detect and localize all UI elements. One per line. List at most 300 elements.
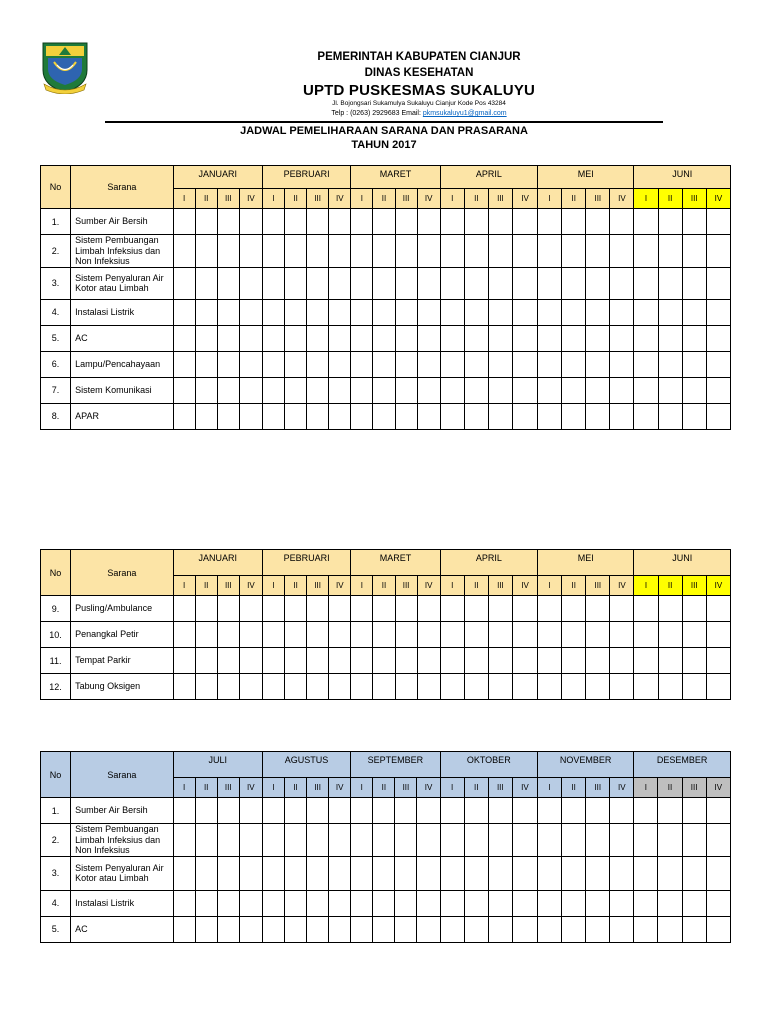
schedule-cell[interactable] (562, 622, 586, 648)
schedule-cell[interactable] (658, 325, 682, 351)
schedule-cell[interactable] (262, 648, 284, 674)
schedule-cell[interactable] (395, 622, 417, 648)
schedule-cell[interactable] (373, 622, 395, 648)
schedule-cell[interactable] (417, 325, 440, 351)
schedule-cell[interactable] (610, 267, 634, 299)
schedule-cell[interactable] (538, 325, 562, 351)
schedule-cell[interactable] (373, 648, 395, 674)
schedule-cell[interactable] (682, 648, 706, 674)
schedule-cell[interactable] (284, 824, 306, 857)
schedule-cell[interactable] (658, 622, 682, 648)
schedule-cell[interactable] (634, 299, 658, 325)
schedule-cell[interactable] (239, 674, 262, 700)
schedule-cell[interactable] (417, 622, 440, 648)
schedule-cell[interactable] (417, 798, 440, 824)
schedule-cell[interactable] (173, 674, 195, 700)
schedule-cell[interactable] (373, 267, 395, 299)
schedule-cell[interactable] (464, 916, 488, 942)
schedule-cell[interactable] (262, 856, 284, 890)
schedule-cell[interactable] (538, 622, 562, 648)
schedule-cell[interactable] (562, 403, 586, 429)
schedule-cell[interactable] (173, 325, 195, 351)
schedule-cell[interactable] (351, 235, 373, 268)
schedule-cell[interactable] (586, 916, 610, 942)
schedule-cell[interactable] (417, 377, 440, 403)
schedule-cell[interactable] (262, 351, 284, 377)
schedule-cell[interactable] (329, 325, 351, 351)
schedule-cell[interactable] (440, 856, 464, 890)
schedule-cell[interactable] (610, 377, 634, 403)
schedule-cell[interactable] (512, 235, 537, 268)
schedule-cell[interactable] (285, 674, 307, 700)
schedule-cell[interactable] (440, 325, 464, 351)
schedule-cell[interactable] (610, 351, 634, 377)
schedule-cell[interactable] (440, 403, 464, 429)
schedule-cell[interactable] (562, 648, 586, 674)
schedule-cell[interactable] (351, 325, 373, 351)
schedule-cell[interactable] (329, 403, 351, 429)
schedule-cell[interactable] (634, 267, 658, 299)
schedule-cell[interactable] (512, 209, 537, 235)
schedule-cell[interactable] (395, 377, 417, 403)
schedule-cell[interactable] (195, 824, 217, 857)
schedule-cell[interactable] (464, 890, 488, 916)
schedule-cell[interactable] (285, 235, 307, 268)
schedule-cell[interactable] (488, 267, 512, 299)
schedule-cell[interactable] (512, 299, 537, 325)
schedule-cell[interactable] (285, 596, 307, 622)
schedule-cell[interactable] (586, 648, 610, 674)
schedule-cell[interactable] (284, 916, 306, 942)
schedule-cell[interactable] (586, 351, 610, 377)
schedule-cell[interactable] (307, 824, 329, 857)
schedule-cell[interactable] (195, 299, 217, 325)
schedule-cell[interactable] (464, 622, 488, 648)
schedule-cell[interactable] (658, 648, 682, 674)
schedule-cell[interactable] (329, 890, 351, 916)
schedule-cell[interactable] (562, 325, 586, 351)
schedule-cell[interactable] (351, 798, 373, 824)
schedule-cell[interactable] (395, 856, 417, 890)
schedule-cell[interactable] (217, 325, 239, 351)
schedule-cell[interactable] (373, 916, 395, 942)
schedule-cell[interactable] (610, 856, 634, 890)
schedule-cell[interactable] (239, 235, 262, 268)
schedule-cell[interactable] (262, 890, 284, 916)
schedule-cell[interactable] (512, 596, 537, 622)
schedule-cell[interactable] (537, 856, 561, 890)
schedule-cell[interactable] (395, 267, 417, 299)
schedule-cell[interactable] (351, 299, 373, 325)
schedule-cell[interactable] (658, 377, 682, 403)
schedule-cell[interactable] (634, 403, 658, 429)
schedule-cell[interactable] (329, 674, 351, 700)
schedule-cell[interactable] (284, 856, 306, 890)
schedule-cell[interactable] (329, 648, 351, 674)
schedule-cell[interactable] (658, 824, 682, 857)
schedule-cell[interactable] (538, 674, 562, 700)
schedule-cell[interactable] (488, 824, 512, 857)
schedule-cell[interactable] (217, 648, 239, 674)
schedule-cell[interactable] (351, 916, 373, 942)
schedule-cell[interactable] (329, 377, 351, 403)
schedule-cell[interactable] (682, 622, 706, 648)
schedule-cell[interactable] (562, 824, 586, 857)
schedule-cell[interactable] (307, 622, 329, 648)
schedule-cell[interactable] (395, 299, 417, 325)
schedule-cell[interactable] (706, 209, 730, 235)
schedule-cell[interactable] (538, 267, 562, 299)
schedule-cell[interactable] (512, 648, 537, 674)
schedule-cell[interactable] (217, 824, 239, 857)
schedule-cell[interactable] (307, 403, 329, 429)
schedule-cell[interactable] (173, 403, 195, 429)
schedule-cell[interactable] (307, 351, 329, 377)
schedule-cell[interactable] (173, 596, 195, 622)
schedule-cell[interactable] (417, 403, 440, 429)
schedule-cell[interactable] (307, 377, 329, 403)
schedule-cell[interactable] (706, 267, 730, 299)
schedule-cell[interactable] (217, 235, 239, 268)
schedule-cell[interactable] (173, 377, 195, 403)
schedule-cell[interactable] (682, 674, 706, 700)
schedule-cell[interactable] (173, 798, 195, 824)
schedule-cell[interactable] (262, 916, 284, 942)
schedule-cell[interactable] (285, 648, 307, 674)
schedule-cell[interactable] (488, 209, 512, 235)
schedule-cell[interactable] (610, 890, 634, 916)
schedule-cell[interactable] (464, 267, 488, 299)
schedule-cell[interactable] (195, 596, 217, 622)
schedule-cell[interactable] (586, 209, 610, 235)
schedule-cell[interactable] (440, 916, 464, 942)
schedule-cell[interactable] (682, 890, 706, 916)
schedule-cell[interactable] (658, 267, 682, 299)
schedule-cell[interactable] (512, 351, 537, 377)
schedule-cell[interactable] (658, 916, 682, 942)
schedule-cell[interactable] (464, 235, 488, 268)
schedule-cell[interactable] (610, 235, 634, 268)
schedule-cell[interactable] (217, 209, 239, 235)
schedule-cell[interactable] (417, 856, 440, 890)
schedule-cell[interactable] (239, 209, 262, 235)
schedule-cell[interactable] (586, 267, 610, 299)
schedule-cell[interactable] (634, 648, 658, 674)
schedule-cell[interactable] (195, 674, 217, 700)
schedule-cell[interactable] (395, 351, 417, 377)
schedule-cell[interactable] (464, 674, 488, 700)
schedule-cell[interactable] (464, 596, 488, 622)
schedule-cell[interactable] (440, 648, 464, 674)
schedule-cell[interactable] (562, 596, 586, 622)
schedule-cell[interactable] (464, 325, 488, 351)
schedule-cell[interactable] (217, 299, 239, 325)
schedule-cell[interactable] (373, 325, 395, 351)
schedule-cell[interactable] (373, 209, 395, 235)
schedule-cell[interactable] (262, 622, 284, 648)
schedule-cell[interactable] (285, 351, 307, 377)
schedule-cell[interactable] (395, 916, 417, 942)
schedule-cell[interactable] (610, 596, 634, 622)
schedule-cell[interactable] (562, 916, 586, 942)
schedule-cell[interactable] (262, 596, 284, 622)
schedule-cell[interactable] (488, 622, 512, 648)
schedule-cell[interactable] (373, 856, 395, 890)
schedule-cell[interactable] (329, 267, 351, 299)
schedule-cell[interactable] (706, 824, 730, 857)
schedule-cell[interactable] (262, 325, 284, 351)
schedule-cell[interactable] (307, 325, 329, 351)
schedule-cell[interactable] (307, 856, 329, 890)
schedule-cell[interactable] (373, 299, 395, 325)
schedule-cell[interactable] (512, 377, 537, 403)
schedule-cell[interactable] (512, 325, 537, 351)
schedule-cell[interactable] (586, 890, 610, 916)
schedule-cell[interactable] (440, 674, 464, 700)
schedule-cell[interactable] (285, 377, 307, 403)
schedule-cell[interactable] (610, 916, 634, 942)
schedule-cell[interactable] (173, 890, 195, 916)
schedule-cell[interactable] (351, 377, 373, 403)
schedule-cell[interactable] (239, 299, 262, 325)
schedule-cell[interactable] (351, 648, 373, 674)
schedule-cell[interactable] (262, 824, 284, 857)
schedule-cell[interactable] (417, 674, 440, 700)
schedule-cell[interactable] (262, 674, 284, 700)
schedule-cell[interactable] (373, 674, 395, 700)
schedule-cell[interactable] (488, 674, 512, 700)
schedule-cell[interactable] (488, 798, 512, 824)
schedule-cell[interactable] (351, 824, 373, 857)
schedule-cell[interactable] (262, 235, 284, 268)
schedule-cell[interactable] (440, 209, 464, 235)
schedule-cell[interactable] (440, 299, 464, 325)
schedule-cell[interactable] (562, 267, 586, 299)
schedule-cell[interactable] (285, 299, 307, 325)
schedule-cell[interactable] (634, 377, 658, 403)
schedule-cell[interactable] (239, 267, 262, 299)
schedule-cell[interactable] (464, 403, 488, 429)
schedule-cell[interactable] (329, 299, 351, 325)
email-link[interactable]: pkmsukaluyu1@gmail.com (422, 110, 507, 117)
schedule-cell[interactable] (706, 916, 730, 942)
schedule-cell[interactable] (634, 622, 658, 648)
schedule-cell[interactable] (488, 235, 512, 268)
schedule-cell[interactable] (173, 622, 195, 648)
schedule-cell[interactable] (464, 648, 488, 674)
schedule-cell[interactable] (351, 890, 373, 916)
schedule-cell[interactable] (706, 798, 730, 824)
schedule-cell[interactable] (538, 596, 562, 622)
schedule-cell[interactable] (173, 648, 195, 674)
schedule-cell[interactable] (488, 299, 512, 325)
schedule-cell[interactable] (464, 377, 488, 403)
schedule-cell[interactable] (682, 916, 706, 942)
schedule-cell[interactable] (562, 209, 586, 235)
schedule-cell[interactable] (239, 403, 262, 429)
schedule-cell[interactable] (195, 916, 217, 942)
schedule-cell[interactable] (488, 377, 512, 403)
schedule-cell[interactable] (658, 235, 682, 268)
schedule-cell[interactable] (538, 209, 562, 235)
schedule-cell[interactable] (512, 824, 537, 857)
schedule-cell[interactable] (195, 267, 217, 299)
schedule-cell[interactable] (195, 377, 217, 403)
schedule-cell[interactable] (195, 403, 217, 429)
schedule-cell[interactable] (239, 798, 262, 824)
schedule-cell[interactable] (395, 403, 417, 429)
schedule-cell[interactable] (239, 648, 262, 674)
schedule-cell[interactable] (610, 325, 634, 351)
schedule-cell[interactable] (239, 856, 262, 890)
schedule-cell[interactable] (285, 209, 307, 235)
schedule-cell[interactable] (329, 916, 351, 942)
schedule-cell[interactable] (329, 351, 351, 377)
schedule-cell[interactable] (464, 824, 488, 857)
schedule-cell[interactable] (173, 299, 195, 325)
schedule-cell[interactable] (440, 267, 464, 299)
schedule-cell[interactable] (239, 351, 262, 377)
schedule-cell[interactable] (195, 351, 217, 377)
schedule-cell[interactable] (351, 596, 373, 622)
schedule-cell[interactable] (262, 267, 284, 299)
schedule-cell[interactable] (285, 622, 307, 648)
schedule-cell[interactable] (417, 890, 440, 916)
schedule-cell[interactable] (440, 890, 464, 916)
schedule-cell[interactable] (658, 798, 682, 824)
schedule-cell[interactable] (658, 856, 682, 890)
schedule-cell[interactable] (488, 403, 512, 429)
schedule-cell[interactable] (417, 596, 440, 622)
schedule-cell[interactable] (634, 798, 658, 824)
schedule-cell[interactable] (537, 890, 561, 916)
schedule-cell[interactable] (285, 325, 307, 351)
schedule-cell[interactable] (706, 351, 730, 377)
schedule-cell[interactable] (562, 890, 586, 916)
schedule-cell[interactable] (706, 403, 730, 429)
schedule-cell[interactable] (262, 377, 284, 403)
schedule-cell[interactable] (440, 824, 464, 857)
schedule-cell[interactable] (239, 325, 262, 351)
schedule-cell[interactable] (307, 798, 329, 824)
schedule-cell[interactable] (329, 856, 351, 890)
schedule-cell[interactable] (351, 674, 373, 700)
schedule-cell[interactable] (440, 596, 464, 622)
schedule-cell[interactable] (682, 235, 706, 268)
schedule-cell[interactable] (538, 377, 562, 403)
schedule-cell[interactable] (512, 622, 537, 648)
schedule-cell[interactable] (395, 890, 417, 916)
schedule-cell[interactable] (195, 622, 217, 648)
schedule-cell[interactable] (488, 351, 512, 377)
schedule-cell[interactable] (538, 403, 562, 429)
schedule-cell[interactable] (284, 798, 306, 824)
schedule-cell[interactable] (173, 209, 195, 235)
schedule-cell[interactable] (395, 325, 417, 351)
schedule-cell[interactable] (329, 798, 351, 824)
schedule-cell[interactable] (307, 267, 329, 299)
schedule-cell[interactable] (217, 674, 239, 700)
schedule-cell[interactable] (239, 377, 262, 403)
schedule-cell[interactable] (658, 209, 682, 235)
schedule-cell[interactable] (173, 267, 195, 299)
schedule-cell[interactable] (440, 235, 464, 268)
schedule-cell[interactable] (610, 403, 634, 429)
schedule-cell[interactable] (658, 403, 682, 429)
schedule-cell[interactable] (217, 798, 239, 824)
schedule-cell[interactable] (586, 856, 610, 890)
schedule-cell[interactable] (610, 798, 634, 824)
schedule-cell[interactable] (488, 596, 512, 622)
schedule-cell[interactable] (488, 325, 512, 351)
schedule-cell[interactable] (586, 596, 610, 622)
schedule-cell[interactable] (373, 596, 395, 622)
schedule-cell[interactable] (682, 267, 706, 299)
schedule-cell[interactable] (658, 299, 682, 325)
schedule-cell[interactable] (512, 798, 537, 824)
schedule-cell[interactable] (440, 377, 464, 403)
schedule-cell[interactable] (537, 824, 561, 857)
schedule-cell[interactable] (217, 267, 239, 299)
schedule-cell[interactable] (173, 235, 195, 268)
schedule-cell[interactable] (329, 596, 351, 622)
schedule-cell[interactable] (285, 403, 307, 429)
schedule-cell[interactable] (217, 622, 239, 648)
schedule-cell[interactable] (217, 890, 239, 916)
schedule-cell[interactable] (417, 824, 440, 857)
schedule-cell[interactable] (307, 299, 329, 325)
schedule-cell[interactable] (373, 824, 395, 857)
schedule-cell[interactable] (195, 209, 217, 235)
schedule-cell[interactable] (562, 377, 586, 403)
schedule-cell[interactable] (440, 351, 464, 377)
schedule-cell[interactable] (464, 351, 488, 377)
schedule-cell[interactable] (395, 648, 417, 674)
schedule-cell[interactable] (329, 209, 351, 235)
schedule-cell[interactable] (706, 596, 730, 622)
schedule-cell[interactable] (195, 325, 217, 351)
schedule-cell[interactable] (373, 890, 395, 916)
schedule-cell[interactable] (634, 596, 658, 622)
schedule-cell[interactable] (538, 299, 562, 325)
schedule-cell[interactable] (562, 798, 586, 824)
schedule-cell[interactable] (634, 916, 658, 942)
schedule-cell[interactable] (262, 209, 284, 235)
schedule-cell[interactable] (351, 351, 373, 377)
schedule-cell[interactable] (682, 299, 706, 325)
schedule-cell[interactable] (512, 267, 537, 299)
schedule-cell[interactable] (351, 209, 373, 235)
schedule-cell[interactable] (538, 351, 562, 377)
schedule-cell[interactable] (537, 916, 561, 942)
schedule-cell[interactable] (217, 351, 239, 377)
schedule-cell[interactable] (217, 377, 239, 403)
schedule-cell[interactable] (373, 798, 395, 824)
schedule-cell[interactable] (634, 856, 658, 890)
schedule-cell[interactable] (586, 798, 610, 824)
schedule-cell[interactable] (307, 209, 329, 235)
schedule-cell[interactable] (634, 351, 658, 377)
schedule-cell[interactable] (538, 235, 562, 268)
schedule-cell[interactable] (417, 235, 440, 268)
schedule-cell[interactable] (284, 890, 306, 916)
schedule-cell[interactable] (262, 798, 284, 824)
schedule-cell[interactable] (634, 674, 658, 700)
schedule-cell[interactable] (706, 622, 730, 648)
schedule-cell[interactable] (586, 325, 610, 351)
schedule-cell[interactable] (307, 916, 329, 942)
schedule-cell[interactable] (610, 674, 634, 700)
